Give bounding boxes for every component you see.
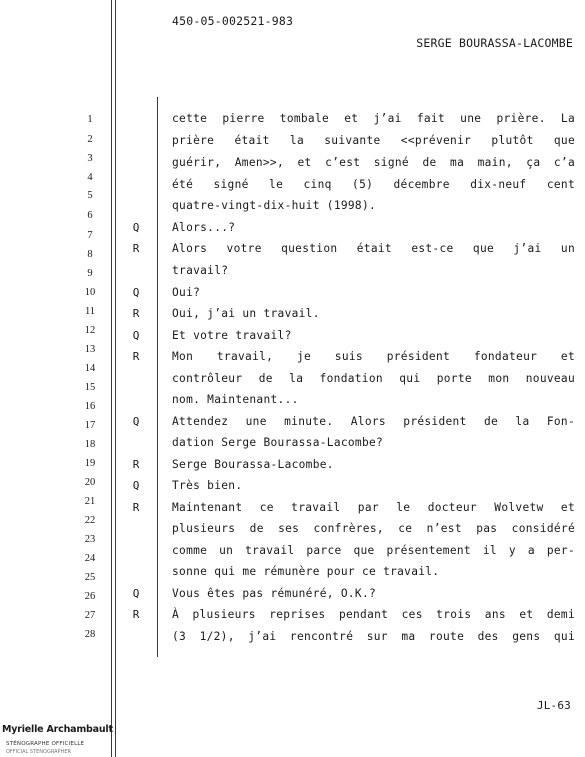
transcript-line: Mon travail, je suis président fondateur et [172,350,575,363]
line-number: 23 [84,534,96,545]
transcript-line: Très bien. [172,479,243,492]
speaker-label: R [132,501,140,514]
stenographer-subtitle: OFFICIAL STENOGRAPHER [6,749,71,755]
line-number: 16 [84,401,96,412]
transcript-line: (3 1/2), j’ai rencontré sur ma route des gens qui [172,630,575,643]
line-number: 27 [84,610,96,621]
line-number: 2 [87,134,93,145]
transcript-line: contrôleur de la fondation qui porte mon nouveau [172,372,575,385]
transcript-line: À plusieurs reprises pendant ces trois ans et demi [172,608,575,621]
line-number: 9 [87,268,93,279]
line-number: 13 [84,344,96,355]
line-number: 19 [84,458,96,469]
line-number: 15 [84,382,96,393]
line-number: 28 [84,629,96,640]
case-number: 450-05-002521-983 [172,14,294,28]
speaker-label: R [132,458,140,471]
transcript-line: plusieurs de ses confrères, ce n’est pas considéré [172,522,575,535]
transcript-line: Alors votre question était est-ce que j’ai un [172,242,575,255]
transcript-line: guérir, Amen>>, et c’est signé de ma main, ça c’a [172,156,575,169]
transcript-line: cette pierre tombale et j’ai fait une prière. La [172,112,575,125]
speaker-label: R [132,350,140,363]
line-number: 21 [84,496,96,507]
line-number: 7 [87,230,93,241]
line-number: 10 [84,287,96,298]
line-number: 18 [84,439,96,450]
line-number: 11 [84,306,96,317]
speaker-label: R [132,307,140,320]
transcript-line: travail? [172,264,229,277]
line-number: 8 [87,249,93,260]
transcript-line: Maintenant ce travail par le docteur Wolvetw et [172,501,575,514]
transcript-line: Attendez une minute. Alors président de la Fon- [172,415,575,428]
line-number: 26 [84,591,96,602]
speaker-label: R [132,608,140,621]
transcript-line: sonne qui me rémunère pour ce travail. [172,565,440,578]
speaker-label: Q [132,479,140,492]
speaker-label: Q [132,587,140,600]
transcript-line: Alors...? [172,221,236,234]
line-number: 1 [87,114,93,125]
speaker-label: R [132,242,140,255]
transcript-line: quatre-vingt-dix-huit (1998). [172,199,377,212]
transcript-line: Serge Bourassa-Lacombe. [172,458,334,471]
transcript-line: Vous êtes pas rémunéré, O.K.? [172,587,377,600]
speaker-column-rule [157,97,158,657]
transcript-line: dation Serge Bourassa-Lacombe? [172,436,384,449]
line-number: 22 [84,515,96,526]
stenographer-name: Myrielle Archambault [2,724,113,735]
transcript-line: Oui? [172,286,201,299]
line-number: 24 [84,553,96,564]
speaker-label: Q [132,415,140,428]
page-tag: JL-63 [536,699,571,712]
line-number: 20 [84,477,96,488]
transcript-line: nom. Maintenant... [172,393,299,406]
transcript-line: comme un travail parce que présentement il y a per- [172,544,575,557]
line-number: 12 [84,325,96,336]
speaker-label: Q [132,329,140,342]
transcript-line: Oui, j’ai un travail. [172,307,320,320]
transcript-line: été signé le cinq (5) décembre dix-neuf cent [172,178,575,191]
speaker-label: Q [132,286,140,299]
witness-name: SERGE BOURASSA-LACOMBE [416,36,573,50]
transcript-line: Et votre travail? [172,329,292,342]
line-number: 4 [87,172,93,183]
left-margin-rule-2 [115,0,116,757]
stenographer-title: STÉNOGRAPHE OFFICIELLE [6,741,85,747]
line-number: 14 [84,363,96,374]
line-number: 3 [87,153,93,164]
left-margin-rule-1 [111,0,112,757]
line-number: 5 [87,190,93,201]
line-number: 17 [84,420,96,431]
line-number: 6 [87,210,93,221]
speaker-label: Q [132,221,140,234]
transcript-line: prière était la suivante <<prévenir plutôt que [172,134,575,147]
line-number: 25 [84,572,96,583]
